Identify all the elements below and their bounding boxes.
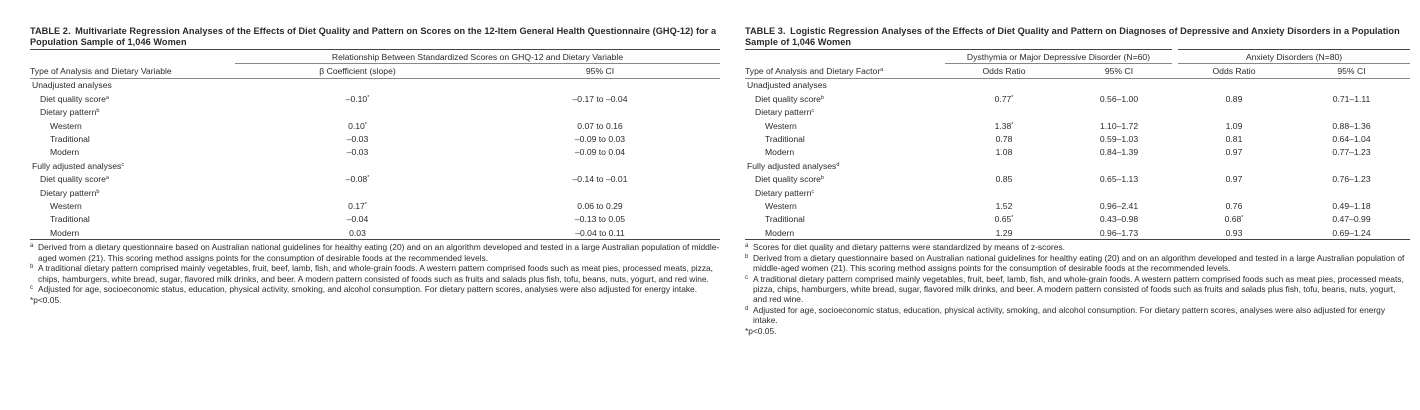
footnote: c Adjusted for age, socioeconomic status, education, physical activity, smoking, and alcohol consumption. For dietary pattern scores, analyses were also adjusted for energy intake.	[30, 284, 698, 295]
significance-mark: *	[367, 94, 370, 101]
row-label: Diet quality score	[40, 93, 106, 104]
odds-ratio: 0.93	[1225, 227, 1243, 238]
footnote: a Scores for diet quality and dietary patterns were standardized by means of z-scores.	[745, 242, 1065, 253]
row-label: Dietary pattern	[40, 107, 97, 118]
footnote-mark: c	[811, 188, 815, 195]
table-3-group-depression: Dysthymia or Major Depressive Disorder (N=60)	[945, 50, 1175, 64]
row-label: Diet quality score	[755, 174, 821, 185]
section-label: Fully adjusted analyses	[32, 160, 122, 171]
significance-mark: *	[1241, 215, 1244, 222]
footnote-mark: b	[96, 188, 100, 195]
row-label: Traditional	[50, 134, 90, 145]
table-row	[30, 226, 720, 240]
row-label: Dietary pattern	[755, 107, 812, 118]
row-label: Modern	[50, 227, 80, 238]
table-3-col-or-1: Odds Ratio	[982, 66, 1026, 77]
ci-value: –0.17 to –0.04	[572, 93, 628, 104]
footnote: b Derived from a dietary questionnaire based on Australian national guidelines for healthy eating (20) and on an algorithm developed and tested in a large Australian population of middle-aged women (21). This scoring method assigns points for the consumption of desirable foods at the recommended levels.	[745, 253, 1405, 274]
ci-value: 0.06 to 0.29	[577, 200, 623, 211]
table-2-title	[30, 26, 720, 48]
beta-value: –0.03	[346, 147, 369, 158]
significance-note: *p<0.05.	[30, 294, 62, 305]
row-label: Western	[765, 200, 797, 211]
footnote-mark: a	[105, 175, 109, 182]
table-2-col-beta: β Coefficient (slope)	[319, 66, 396, 77]
table-2-section-row	[30, 78, 720, 92]
odds-ratio: 1.29	[995, 227, 1013, 238]
odds-ratio: 0.81	[1225, 134, 1243, 145]
footnote: b A traditional dietary pattern comprised mainly vegetables, fruit, beef, lamb, fish, and whole-grain foods. A western pattern comprised foods such as meat pies, processed meats, pizza, chips, hamburgers, white bread, sugar, flavored milk drinks, and beer. A modern pattern consisted of foods such as fruits and salads plus fish, tofu, beans, nuts, yogurt, and red wine.	[30, 263, 713, 284]
table-row	[30, 146, 720, 159]
footnote-text: Derived from a dietary questionnaire based on Australian national guidelines for healthy eating (20) and on an algorithm developed and tested in a large Australian population of middle-aged women (21). This scoring method assigns points for the consumption of desirable foods at the recommended levels.	[753, 253, 1405, 274]
table-2-section-row	[30, 159, 720, 172]
table-row	[745, 173, 1410, 186]
table-2-spanner-row	[30, 50, 720, 64]
odds-ratio: 0.65	[994, 214, 1012, 225]
section-label: Unadjusted analyses	[32, 80, 112, 91]
odds-ratio: 0.68	[1224, 214, 1242, 225]
row-label: Traditional	[50, 214, 90, 225]
table-row	[745, 132, 1410, 145]
footnote-mark: b	[96, 108, 100, 115]
footnote-mark: c	[811, 108, 815, 115]
table-2-footnotes	[30, 242, 720, 305]
odds-ratio: 0.97	[1225, 174, 1243, 185]
row-label: Modern	[50, 147, 80, 158]
table-2-spanner: Relationship Between Standardized Scores on GHQ-12 and Dietary Variable	[235, 50, 720, 64]
ci-value: 0.77–1.23	[1332, 147, 1371, 158]
odds-ratio: 0.78	[995, 134, 1013, 145]
table-3-section-row	[745, 78, 1410, 92]
footnote-mark: d	[836, 161, 840, 168]
ci-value: 0.56–1.00	[1099, 93, 1139, 104]
significance-mark: *	[1011, 121, 1014, 128]
footnote-mark: a	[105, 94, 109, 101]
ci-value: –0.04 to 0.11	[575, 227, 625, 238]
table-row	[745, 226, 1410, 240]
odds-ratio: 0.76	[1225, 200, 1243, 211]
beta-value: –0.03	[346, 134, 369, 145]
table-3-col-ci-1: 95% CI	[1104, 66, 1134, 77]
row-label: Western	[50, 120, 82, 131]
footnote: c A traditional dietary pattern comprised mainly vegetables, fruit, beef, lamb, fish, and whole-grain foods. A western pattern comprised foods such as meat pies, processed meats, pizza, chips, hamburgers, white bread, sugar, flavored milk drinks, and beer. A modern pattern consisted of foods such as fruits and salads plus fish, tofu, beans, nuts, yogurt, and red wine.	[745, 274, 1404, 305]
table-row	[30, 186, 720, 199]
table-row	[30, 132, 720, 145]
footnote-mark: a	[880, 66, 884, 73]
table-2-col-ci: 95% CI	[585, 66, 615, 77]
row-label: Modern	[765, 227, 795, 238]
footnote-text: A traditional dietary pattern comprised mainly vegetables, fruit, beef, lamb, fish, and whole-grain foods. A western pattern comprised foods such as meat pies, processed meats, pizza, chips, hamburgers, white bread, sugar, flavored milk drinks, and beer. A modern pattern consisted of foods such as fruits and salads plus fish, tofu, beans, nuts, yogurt, and red wine.	[753, 274, 1404, 305]
ci-value: 1.10–1.72	[1099, 120, 1139, 131]
ci-value: –0.14 to –0.01	[572, 174, 628, 185]
table-row	[745, 213, 1410, 226]
significance-mark: *	[364, 121, 367, 128]
footnote-text: A traditional dietary pattern comprised mainly vegetables, fruit, beef, lamb, fish, and whole-grain foods. A western pattern comprised foods such as meat pies, processed meats, pizza, chips, hamburgers, white bread, sugar, flavored milk drinks, and beer. A modern pattern consisted of foods such as fruits and salads plus fish, tofu, beans, nuts, yogurt, and red wine.	[38, 263, 713, 284]
table-row	[745, 146, 1410, 159]
table-row	[30, 199, 720, 212]
beta-value: 0.17	[348, 200, 365, 211]
table-3-number: TABLE 3.	[745, 26, 786, 36]
odds-ratio: 1.09	[1225, 120, 1243, 131]
footnote-text: Adjusted for age, socioeconomic status, education, physical activity, smoking, and alcohol consumption. For dietary pattern scores, analyses were also adjusted for energy intake.	[753, 305, 1386, 326]
table-3-footnotes	[745, 242, 1410, 336]
table-3-header-row	[745, 64, 1410, 78]
row-label: Dietary pattern	[40, 187, 97, 198]
footnote-text: Adjusted for age, socioeconomic status, education, physical activity, smoking, and alcohol consumption. For dietary pattern scores, analyses were also adjusted for energy intake.	[38, 284, 698, 295]
odds-ratio: 0.77	[994, 93, 1012, 104]
footnote-mark: b	[820, 94, 824, 101]
ci-value: 0.84–1.39	[1099, 147, 1139, 158]
odds-ratio: 0.97	[1225, 147, 1243, 158]
beta-value: –0.04	[346, 214, 369, 225]
row-label: Western	[50, 200, 82, 211]
beta-value: –0.10	[345, 93, 368, 104]
ci-value: 0.71–1.11	[1332, 93, 1371, 104]
row-label: Dietary pattern	[755, 187, 812, 198]
ci-value: 0.49–1.18	[1332, 200, 1371, 211]
row-label: Traditional	[765, 214, 805, 225]
significance-mark: *	[1011, 94, 1014, 101]
odds-ratio: 1.52	[995, 200, 1013, 211]
row-label: Modern	[765, 147, 795, 158]
table-2	[30, 49, 720, 240]
section-label: Fully adjusted analyses	[747, 160, 837, 171]
ci-value: 0.65–1.13	[1099, 174, 1139, 185]
beta-value: 0.03	[349, 227, 366, 238]
table-3-col-ci-2: 95% CI	[1337, 66, 1366, 77]
ci-value: 0.76–1.23	[1332, 174, 1371, 185]
table-3-col-variable: Type of Analysis and Dietary Factor	[745, 65, 881, 76]
table-2-panel	[30, 26, 720, 306]
beta-value: –0.08	[345, 174, 368, 185]
ci-value: 0.07 to 0.16	[577, 120, 623, 131]
ci-value: 0.64–1.04	[1332, 134, 1371, 145]
table-3-title-text: Logistic Regression Analyses of the Effects of Diet Quality and Pattern on Diagnoses of Depressive and Anxiety Disorders in a Population Sample of 1,046 Women	[745, 26, 1400, 47]
odds-ratio: 0.85	[995, 174, 1013, 185]
footnote-text: Scores for diet quality and dietary patterns were standardized by means of z-scores.	[753, 242, 1065, 253]
significance-mark: *	[364, 201, 367, 208]
ci-value: –0.09 to 0.03	[574, 134, 626, 145]
footnote-mark: b	[820, 175, 824, 182]
ci-value: 0.88–1.36	[1332, 120, 1371, 131]
table-row	[745, 92, 1410, 105]
table-row	[30, 92, 720, 105]
table-3-panel	[745, 26, 1410, 337]
footnote: d Adjusted for age, socioeconomic status, education, physical activity, smoking, and alcohol consumption. For dietary pattern scores, analyses were also adjusted for energy intake.	[745, 305, 1386, 326]
ci-value: 0.59–1.03	[1099, 134, 1139, 145]
table-2-title-text: Multivariate Regression Analyses of the Effects of Diet Quality and Pattern on Scores on the 12-Item General Health Questionnaire (GHQ-12) for a Population Sample of 1,046 Women	[30, 26, 717, 47]
row-label: Diet quality score	[40, 174, 106, 185]
table-3-section-row	[745, 159, 1410, 172]
table-row	[30, 213, 720, 226]
table-row	[30, 119, 720, 132]
significance-note: *p<0.05.	[745, 326, 777, 337]
table-row	[745, 106, 1410, 119]
table-2-number: TABLE 2.	[30, 26, 71, 36]
table-2-header-row	[30, 64, 720, 78]
odds-ratio: 0.89	[1225, 93, 1243, 104]
beta-value: 0.10	[348, 120, 365, 131]
row-label: Traditional	[765, 134, 805, 145]
row-label: Western	[765, 120, 797, 131]
ci-value: 0.47–0.99	[1332, 214, 1371, 225]
table-3-col-or-2: Odds Ratio	[1212, 66, 1256, 77]
footnote-mark: c	[121, 161, 125, 168]
significance-mark: *	[1011, 215, 1014, 222]
table-3-group-anxiety: Anxiety Disorders (N=80)	[1175, 50, 1410, 64]
table-row	[745, 186, 1410, 199]
significance-mark: *	[367, 175, 370, 182]
footnote-text: Derived from a dietary questionnaire based on Australian national guidelines for healthy eating (20) and on an algorithm developed and tested in a large Australian population of middle-aged women (21). This scoring method assigns points for the consumption of desirable foods at the recommended levels.	[38, 242, 720, 263]
ci-value: –0.13 to 0.05	[574, 214, 626, 225]
table-3	[745, 49, 1410, 240]
section-label: Unadjusted analyses	[747, 80, 827, 91]
row-label: Diet quality score	[755, 93, 821, 104]
table-row	[745, 119, 1410, 132]
ci-value: 0.96–1.73	[1099, 227, 1139, 238]
odds-ratio: 1.08	[995, 147, 1013, 158]
ci-value: 0.96–2.41	[1099, 200, 1139, 211]
ci-value: 0.43–0.98	[1099, 214, 1139, 225]
table-row	[30, 106, 720, 119]
table-3-title	[745, 26, 1410, 48]
ci-value: –0.09 to 0.04	[574, 147, 626, 158]
odds-ratio: 1.38	[994, 120, 1012, 131]
table-3-group-row	[745, 50, 1410, 64]
table-2-col-variable: Type of Analysis and Dietary Variable	[30, 65, 172, 76]
table-row	[745, 199, 1410, 212]
ci-value: 0.69–1.24	[1332, 227, 1371, 238]
table-row	[30, 173, 720, 186]
footnote: a Derived from a dietary questionnaire based on Australian national guidelines for healthy eating (20) and on an algorithm developed and tested in a large Australian population of middle-aged women (21). This scoring method assigns points for the consumption of desirable foods at the recommended levels.	[30, 242, 720, 263]
